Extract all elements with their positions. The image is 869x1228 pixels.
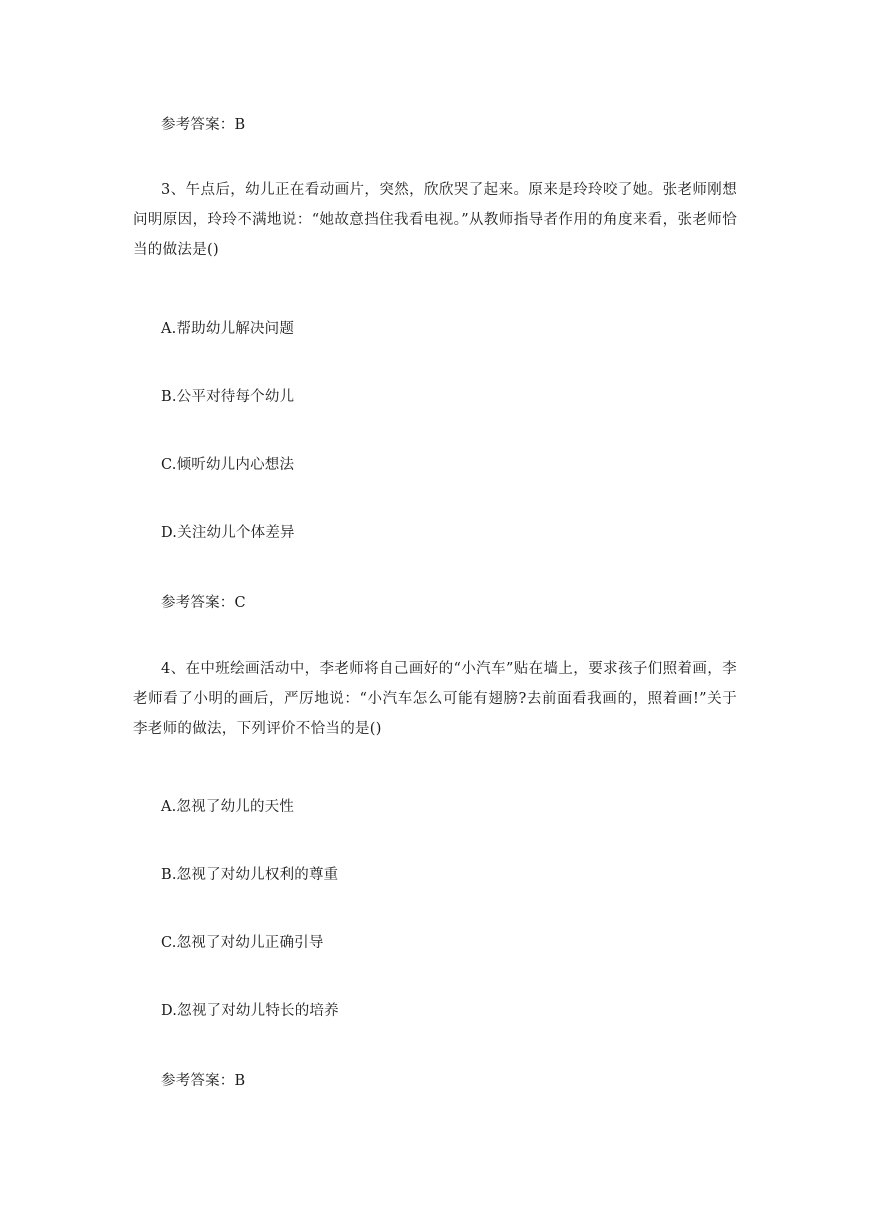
question-3-option-a: A.帮助幼儿解决问题 <box>161 321 295 337</box>
answer-q2: 参考答案：B <box>161 117 246 133</box>
question-3-option-d: D.关注幼儿个体差异 <box>161 525 295 541</box>
question-3-option-c: C.倾听幼儿内心想法 <box>161 457 295 473</box>
answer-q4: 参考答案：B <box>161 1073 246 1089</box>
question-4-option-c: C.忽视了对幼儿正确引导 <box>161 935 324 951</box>
question-4-option-a: A.忽视了幼儿的天性 <box>161 799 295 815</box>
question-4-option-b: B.忽视了对幼儿权利的尊重 <box>161 867 339 883</box>
question-4-option-d: D.忽视了对幼儿特长的培养 <box>161 1003 339 1019</box>
question-3-stem: 3、午点后，幼儿正在看动画片，突然，欣欣哭了起来。原来是玲玲咬了她。张老师刚想问明原因，玲玲不满地说：“她故意挡住我看电视。”从教师指导者作用的角度来看，张老师恰当的做法是() <box>133 182 737 258</box>
answer-q3: 参考答案：C <box>161 595 246 611</box>
question-4-stem: 4、在中班绘画活动中，李老师将自己画好的“小汽车”贴在墙上，要求孩子们照着画，李老师看了小明的画后，严厉地说：“小汽车怎么可能有翅膀?去前面看我画的，照着画!”关于李老师的做法，下列评价不恰当的是() <box>133 661 737 737</box>
question-3-option-b: B.公平对待每个幼儿 <box>161 389 295 405</box>
